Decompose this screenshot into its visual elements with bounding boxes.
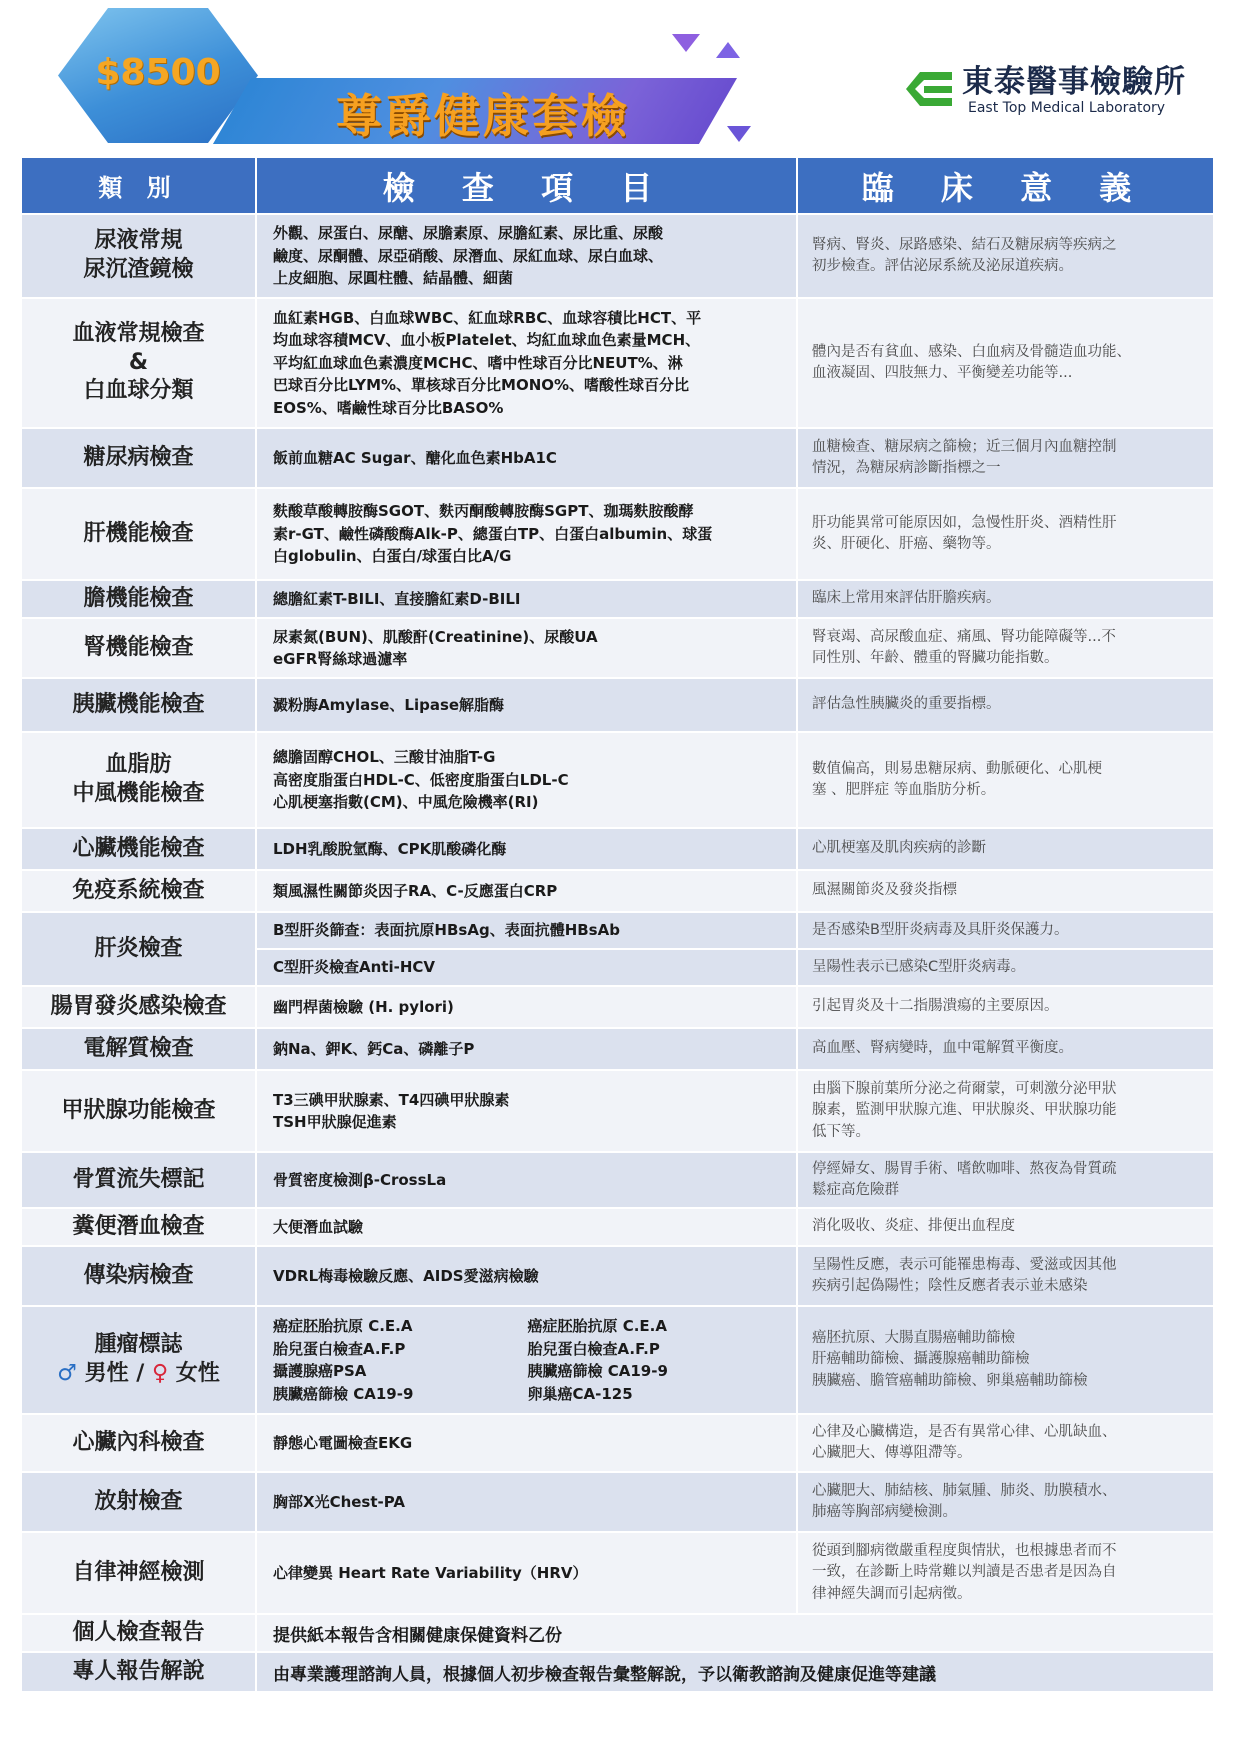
table-row-hepatitis xyxy=(22,911,1213,985)
checkup-table xyxy=(22,158,1213,1691)
table-row xyxy=(22,1027,1213,1069)
table-row xyxy=(22,985,1213,1027)
row-category: 腸胃發炎感染檢查 xyxy=(22,987,257,1027)
table-row xyxy=(22,869,1213,911)
row-category: 肝炎檢查 xyxy=(22,913,257,985)
row-significance: 從頭到腳病徵嚴重程度與情狀，也根據患者而不 一致，在診斷上時常難以判讀是否患者是因為自 律神經失調而引起病徵。 xyxy=(812,1543,1117,1602)
header-category: 類 別 xyxy=(22,158,257,213)
row-significance: 風濕關節炎及發炎指標 xyxy=(812,882,957,899)
row-items: 澱粉脢Amylase、Lipase解脂酶 xyxy=(257,679,798,731)
decor-triangle-icon xyxy=(672,34,700,52)
lab-name-zh: 東泰醫事檢驗所 xyxy=(962,64,1186,100)
row-content: 提供紙本報告含相關健康保健資料乙份 xyxy=(273,1625,562,1646)
row-significance: 臨床上常用來評估肝膽疾病。 xyxy=(812,590,1001,607)
row-items: T3三碘甲狀腺素、T4四碘甲狀腺素 TSH甲狀腺促進素 xyxy=(257,1071,798,1151)
row-items: 類風濕性關節炎因子RA、C-反應蛋白CRP xyxy=(257,871,798,911)
row-significance: 由腦下腺前葉所分泌之荷爾蒙，可刺激分泌甲狀 腺素，監測甲狀腺亢進、甲狀腺炎、甲狀腺功能 低下等。 xyxy=(812,1081,1117,1140)
row-significance: 數值偏高，則易患糖尿病、動脈硬化、心肌梗 塞 、肥胖症 等血脂肪分析。 xyxy=(812,760,1102,798)
row-category: 心臟機能檢查 xyxy=(22,829,257,869)
table-row xyxy=(22,1207,1213,1245)
row-significance: 腎衰竭、高尿酸血症、痛風、腎功能障礙等...不 同性別、年齡、體重的腎臟功能指數。 xyxy=(812,628,1116,666)
female-tumor-items: 癌症胚胎抗原 C.E.A 胎兒蛋白檢查A.F.P 胰臟癌篩檢 CA19-9 卵巢癌CA-125 xyxy=(527,1317,668,1403)
header-significance: 臨 床 意 義 xyxy=(861,168,1150,207)
row-category: 專人報告解說 xyxy=(22,1653,257,1691)
table-row xyxy=(22,677,1213,731)
row-significance: 呈陽性反應，表示可能罹患梅毒、愛滋或因其他 疾病引起偽陽性；陰性反應者表示並未感染 xyxy=(812,1256,1117,1294)
row-items: 麩酸草酸轉胺酶SGOT、麩丙酮酸轉胺酶SGPT、珈瑪麩胺酸酵 素r-GT、鹼性磷酸酶Alk-P、總蛋白TP、白蛋白albumin、球蛋 白globulin、白蛋白/球蛋白比A/G xyxy=(257,489,798,579)
row-items: 幽門桿菌檢驗 (H. pylori) xyxy=(257,987,798,1027)
row-significance: 心肌梗塞及肌肉疾病的診斷 xyxy=(812,840,986,857)
row-significance: 心臟肥大、肺結核、肺氣腫、肺炎、肋膜積水、 肺癌等胸部病變檢測。 xyxy=(812,1482,1117,1520)
table-row xyxy=(22,1245,1213,1305)
decor-triangle-icon xyxy=(716,42,740,58)
row-significance: 肝功能異常可能原因如，急慢性肝炎、酒精性肝 炎、肝硬化、肝癌、藥物等。 xyxy=(812,514,1117,552)
row-items: 大便潛血試驗 xyxy=(257,1209,798,1245)
row-category: 個人檢查報告 xyxy=(22,1615,257,1651)
row-items: 總膽紅素T-BILI、直接膽紅素D-BILI xyxy=(257,581,798,617)
male-icon: ♂ xyxy=(57,1361,77,1386)
row-items: 鈉Na、鉀K、鈣Ca、磷離子P xyxy=(257,1029,798,1069)
hepatitis-b-item: B型肝炎篩查：表面抗原HBsAg、表面抗體HBsAb xyxy=(257,913,798,948)
row-category: 骨質流失標記 xyxy=(22,1153,257,1207)
table-row xyxy=(22,487,1213,579)
row-category: 胰臟機能檢查 xyxy=(22,679,257,731)
row-items: 外觀、尿蛋白、尿醣、尿膽素原、尿膽紅素、尿比重、尿酸 鹼度、尿酮體、尿亞硝酸、尿潛血、尿紅血球、尿白血球、 上皮細胞、尿圓柱體、結晶體、細菌 xyxy=(257,215,798,297)
row-category: 糞便潛血檢查 xyxy=(22,1209,257,1245)
female-icon: ♀ xyxy=(152,1361,169,1386)
row-significance: 消化吸收、炎症、排便出血程度 xyxy=(812,1218,1015,1235)
row-category: 心臟內科檢查 xyxy=(22,1415,257,1471)
table-row xyxy=(22,297,1213,427)
page-header xyxy=(0,0,1242,158)
row-category: 血液常規檢查 & 白血球分類 xyxy=(22,299,257,427)
table-row-footer xyxy=(22,1651,1213,1691)
row-items: 骨質密度檢測β-CrossLa xyxy=(257,1153,798,1207)
header-items: 檢 查 項 目 xyxy=(257,158,798,213)
hepatitis-c-item: C型肝炎檢查Anti-HCV xyxy=(257,950,798,985)
row-items: 心律變異 Heart Rate Variability（HRV） xyxy=(257,1533,798,1613)
row-category: 腎機能檢查 xyxy=(22,619,257,677)
row-significance: 心律及心臟構造，是否有異常心律、心肌缺血、 心臟肥大、傳導阻滯等。 xyxy=(812,1423,1117,1461)
row-content: 由專業護理諮詢人員，根據個人初步檢查報告彙整解說，予以衛教諮詢及健康促進等建議 xyxy=(273,1664,936,1685)
decor-triangle-icon xyxy=(727,126,751,142)
table-row xyxy=(22,427,1213,487)
row-items: 總膽固醇CHOL、三酸甘油脂T-G 高密度脂蛋白HDL-C、低密度脂蛋白LDL-C 心肌梗塞指數(CM)、中風危險機率(RI) xyxy=(257,733,798,827)
row-category: 血脂肪 中風機能檢查 xyxy=(22,733,257,827)
table-row xyxy=(22,731,1213,827)
table-header xyxy=(22,158,1213,213)
table-row xyxy=(22,1471,1213,1531)
row-items: 血紅素HGB、白血球WBC、紅血球RBC、血球容積比HCT、平 均血球容積MCV、血小板Platelet、均紅血球血色素量MCH、 平均紅血球血色素濃度MCHC、嗜中性球百分比NEUT%、淋 巴球百分比LYM%、單核球百分比MONO%、嗜酸性球百分比 EOS%、嗜鹼性球百分比BASO% xyxy=(257,299,798,427)
row-significance: 癌胚抗原、大腸直腸癌輔助篩檢 肝癌輔助篩檢、攝護腺癌輔助篩檢 胰臟癌、膽管癌輔助篩檢、卵巢癌輔助篩檢 xyxy=(812,1330,1088,1389)
row-items: VDRL梅毒檢驗反應、AIDS愛滋病檢驗 xyxy=(257,1247,798,1305)
table-row xyxy=(22,1413,1213,1471)
row-category: 腫瘤標誌 ♂ 男性 / ♀ 女性 xyxy=(22,1307,257,1413)
row-category: 傳染病檢查 xyxy=(22,1247,257,1305)
table-row-tumor xyxy=(22,1305,1213,1413)
row-significance: 血糖檢查、糖尿病之篩檢；近三個月內血糖控制 情況，為糖尿病診斷指標之一 xyxy=(812,438,1117,476)
row-category: 放射檢查 xyxy=(22,1473,257,1531)
row-category: 肝機能檢查 xyxy=(22,489,257,579)
row-category: 電解質檢查 xyxy=(22,1029,257,1069)
hepatitis-b-significance: 是否感染B型肝炎病毒及具肝炎保護力。 xyxy=(812,921,1069,938)
row-category: 膽機能檢查 xyxy=(22,581,257,617)
row-items: 靜態心電圖檢查EKG xyxy=(257,1415,798,1471)
row-items: 胸部X光Chest-PA xyxy=(257,1473,798,1531)
row-significance: 引起胃炎及十二指腸潰瘍的主要原因。 xyxy=(812,998,1059,1015)
table-row-footer xyxy=(22,1613,1213,1651)
row-category: 糖尿病檢查 xyxy=(22,429,257,487)
row-significance: 評估急性胰臟炎的重要指標。 xyxy=(812,696,1001,713)
table-row xyxy=(22,617,1213,677)
row-significance: 體內是否有貧血、感染、白血病及骨髓造血功能、 血液凝固、四肢無力、平衡變差功能等... xyxy=(812,343,1131,381)
hepatitis-c-significance: 呈陽性表示已感染C型肝炎病毒。 xyxy=(812,958,1026,975)
table-row xyxy=(22,579,1213,617)
row-items xyxy=(257,1307,798,1413)
table-row xyxy=(22,1069,1213,1151)
row-items: LDH乳酸脫氫酶、CPK肌酸磷化酶 xyxy=(257,829,798,869)
male-tumor-items: 癌症胚胎抗原 C.E.A 胎兒蛋白檢查A.F.P 攝護腺癌PSA 胰臟癌篩檢 CA19-9 xyxy=(273,1317,414,1403)
row-category: 尿液常規 尿沉渣鏡檢 xyxy=(22,215,257,297)
table-row xyxy=(22,1531,1213,1613)
package-title: 尊爵健康套檢 xyxy=(336,89,630,143)
row-category: 甲狀腺功能檢查 xyxy=(22,1071,257,1151)
row-significance: 高血壓、腎病變時，血中電解質平衡度。 xyxy=(812,1040,1073,1057)
price-label: $8500 xyxy=(95,52,221,93)
row-category: 免疫系統檢查 xyxy=(22,871,257,911)
row-items: 尿素氮(BUN)、肌酸酐(Creatinine)、尿酸UA eGFR腎絲球過濾率 xyxy=(257,619,798,677)
row-significance: 腎病、腎炎、尿路感染、結石及糖尿病等疾病之 初步檢查。評估泌尿系統及泌尿道疾病。 xyxy=(812,236,1117,274)
lab-logo-icon xyxy=(900,60,958,118)
row-category: 自律神經檢測 xyxy=(22,1533,257,1613)
table-row xyxy=(22,1151,1213,1207)
table-row xyxy=(22,827,1213,869)
row-significance: 停經婦女、腸胃手術、嗜飲咖啡、熬夜為骨質疏 鬆症高危險群 xyxy=(812,1160,1117,1198)
table-row xyxy=(22,213,1213,297)
lab-name-en: East Top Medical Laboratory xyxy=(968,100,1166,116)
row-items: 飯前血糖AC Sugar、醣化血色素HbA1C xyxy=(257,429,798,487)
